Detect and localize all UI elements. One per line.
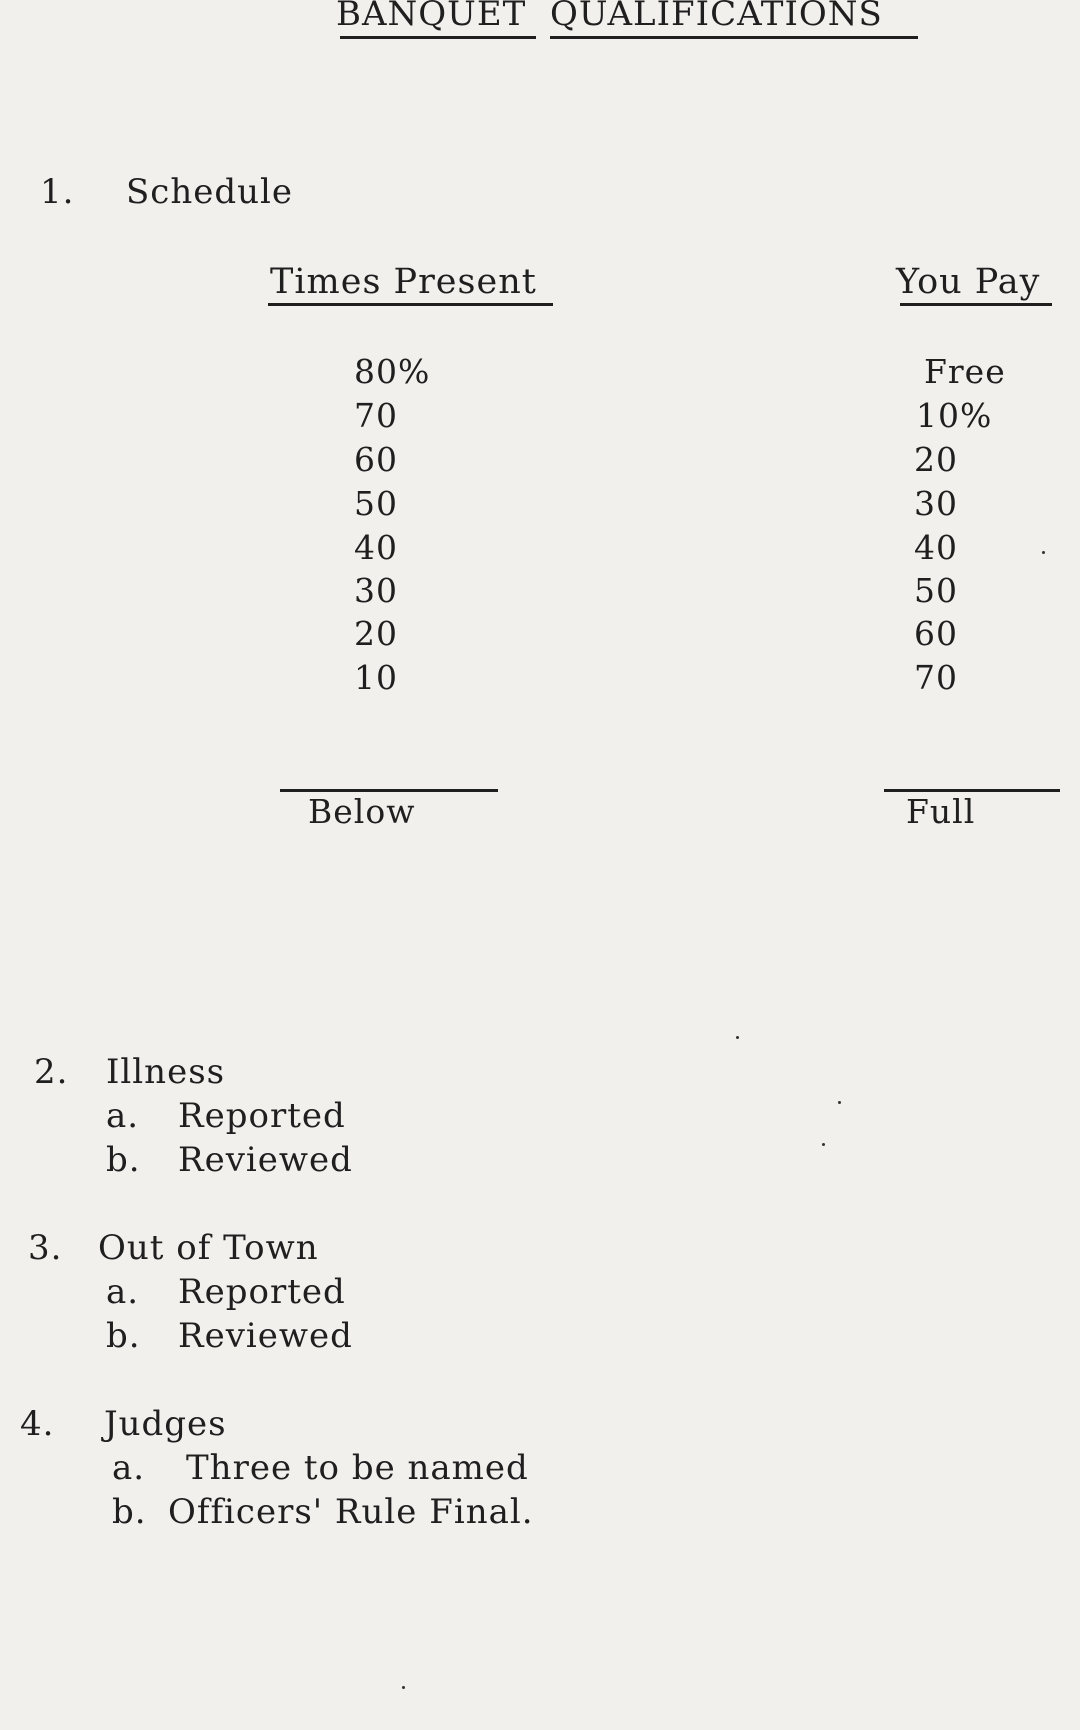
title-word-1: BANQUET xyxy=(336,0,527,34)
section-3-sub-a-letter: a. xyxy=(106,1272,140,1312)
section-2-sub-a-text: Reported xyxy=(178,1096,346,1136)
section-3-sub-b-letter: b. xyxy=(106,1316,141,1356)
section-1-label: Schedule xyxy=(126,172,294,212)
col-header-times-present: Times Present xyxy=(270,262,537,302)
section-4-sub-a-text: Three to be named xyxy=(186,1448,529,1488)
row-7-pay: 60 xyxy=(914,614,958,653)
paper-speck xyxy=(838,1101,841,1104)
section-1-number: 1. xyxy=(40,172,75,212)
col-header-times-present-underline xyxy=(268,303,553,306)
row-8-pay: 70 xyxy=(914,658,958,697)
paper-speck xyxy=(1042,551,1045,554)
section-4-sub-a-letter: a. xyxy=(112,1448,146,1488)
row-6-pay: 50 xyxy=(914,571,958,610)
row-2-present: 70 xyxy=(354,396,398,435)
row-5-pay: 40 xyxy=(914,528,958,567)
row-2-pay: 10% xyxy=(916,396,993,435)
title-underline-2 xyxy=(550,36,918,39)
section-3-number: 3. xyxy=(28,1228,63,1268)
section-4-label: Judges xyxy=(104,1404,227,1444)
row-5-present: 40 xyxy=(354,528,398,567)
paper-speck xyxy=(822,1143,825,1146)
section-3-label: Out of Town xyxy=(98,1228,319,1268)
col-footer-below: Below xyxy=(308,792,416,831)
col-header-you-pay-underline xyxy=(900,303,1052,306)
row-8-present: 10 xyxy=(354,658,398,697)
section-2-number: 2. xyxy=(34,1052,69,1092)
section-4-sub-b-letter: b. xyxy=(112,1492,147,1532)
row-1-pay: Free xyxy=(924,352,1006,391)
row-3-present: 60 xyxy=(354,440,398,479)
section-2-sub-b-text: Reviewed xyxy=(178,1140,353,1180)
row-4-pay: 30 xyxy=(914,484,958,523)
paper-speck xyxy=(402,1686,405,1689)
section-2-sub-b-letter: b. xyxy=(106,1140,141,1180)
title-underline-1 xyxy=(340,36,536,39)
row-7-present: 20 xyxy=(354,614,398,653)
row-1-present: 80% xyxy=(354,352,431,391)
row-4-present: 50 xyxy=(354,484,398,523)
section-4-number: 4. xyxy=(20,1404,55,1444)
col-header-you-pay: You Pay xyxy=(896,262,1041,302)
section-4-sub-b-text: Officers' Rule Final. xyxy=(168,1492,534,1532)
section-3-sub-b-text: Reviewed xyxy=(178,1316,353,1356)
paper-speck xyxy=(736,1036,739,1039)
section-2-label: Illness xyxy=(106,1052,226,1092)
row-3-pay: 20 xyxy=(914,440,958,479)
section-2-sub-a-letter: a. xyxy=(106,1096,140,1136)
row-6-present: 30 xyxy=(354,571,398,610)
title-word-2: QUALIFICATIONS xyxy=(550,0,883,34)
section-3-sub-a-text: Reported xyxy=(178,1272,346,1312)
col-footer-full: Full xyxy=(906,792,976,831)
